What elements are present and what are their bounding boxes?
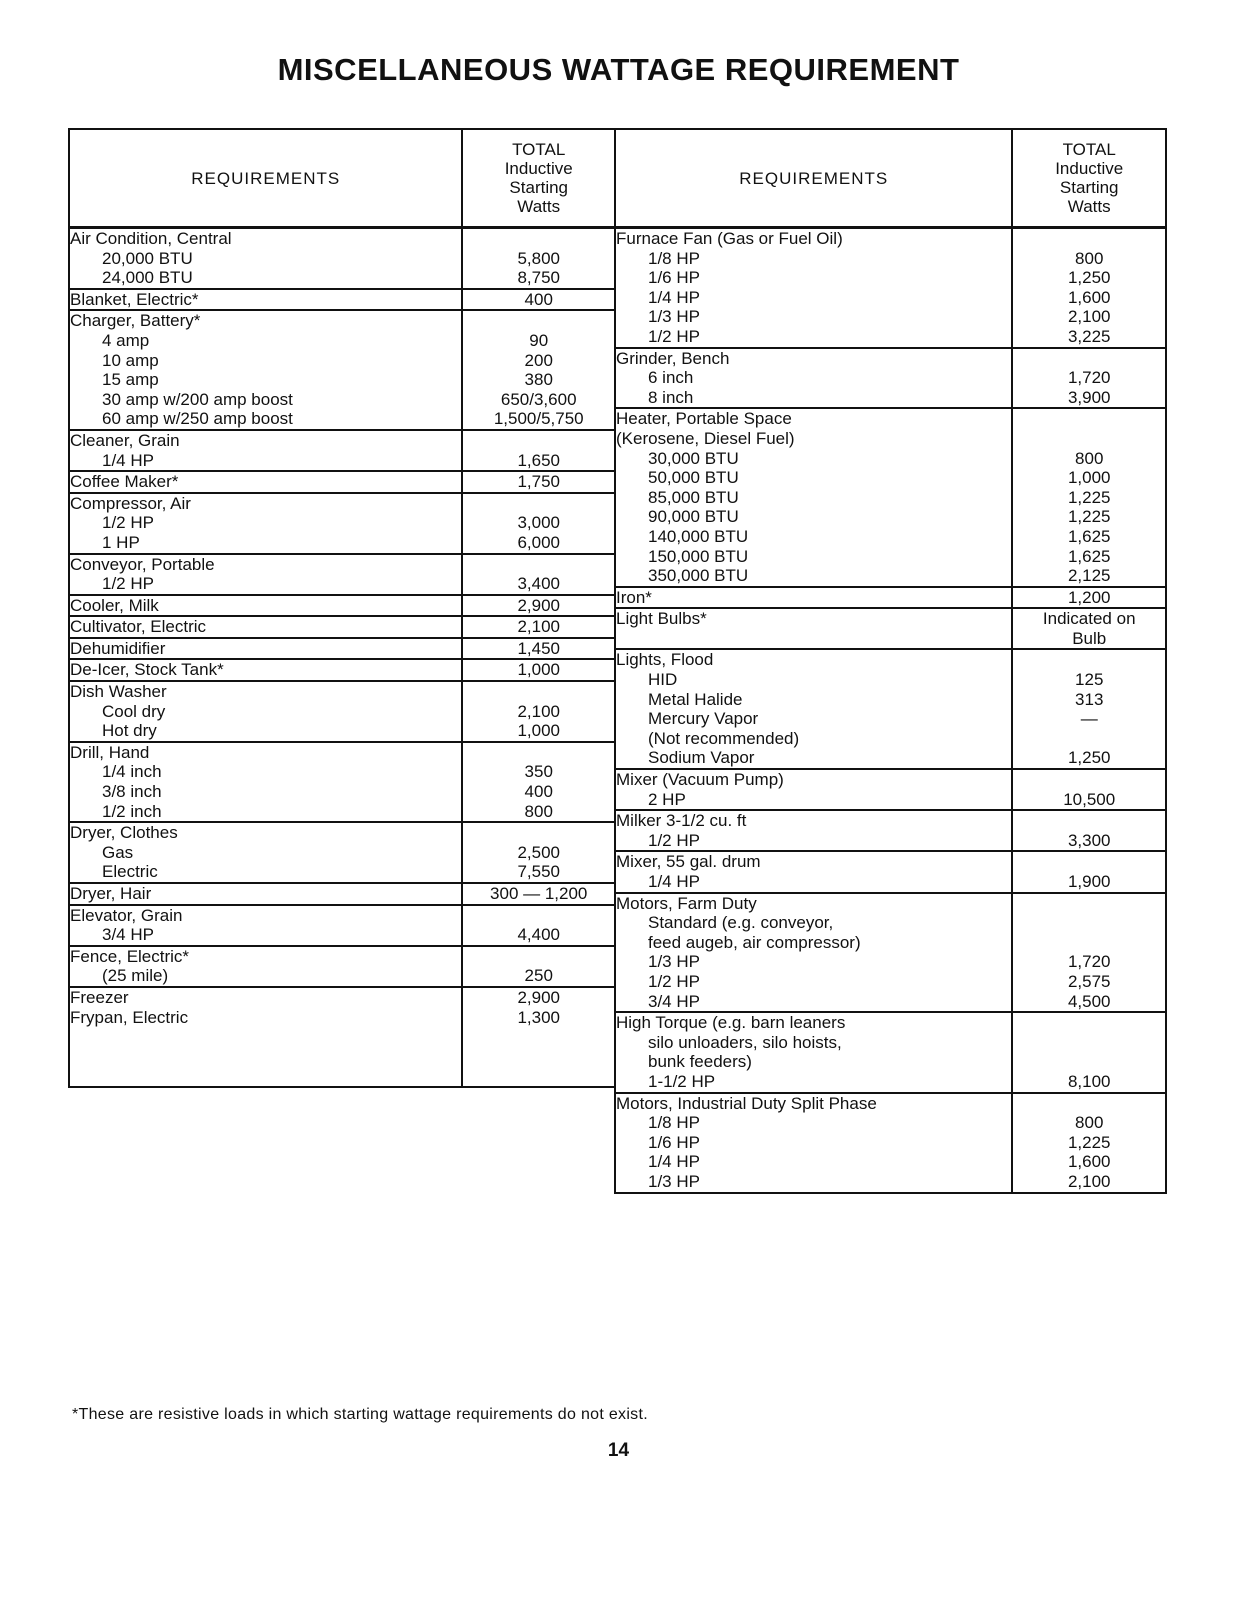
requirement-sublabel: 1/4 HP <box>648 1152 700 1172</box>
requirements-header: REQUIREMENTS <box>69 129 462 228</box>
page-number: 14 <box>607 1440 630 1461</box>
requirement-label: Iron* <box>616 587 652 607</box>
requirement-label: Freezer <box>70 987 129 1007</box>
requirement-cell <box>69 228 462 289</box>
requirement-cell <box>69 822 462 883</box>
watts-value <box>1013 229 1165 249</box>
requirement-sublabel: Hot dry <box>102 721 157 741</box>
requirement-cell <box>69 987 462 1087</box>
requirement-sublabel: 8 inch <box>648 387 694 407</box>
requirement-cell <box>615 228 1012 348</box>
watts-value: 8,100 <box>1067 1071 1111 1091</box>
requirement-sublabel: bunk feeders) <box>648 1052 752 1072</box>
requirement-sublabel: 6 inch <box>648 368 694 388</box>
watts-value <box>463 229 614 249</box>
table-row <box>615 649 1166 769</box>
requirement-sublabel: 1/6 HP <box>648 268 700 288</box>
watts-cell <box>462 310 615 430</box>
requirement-label: Blanket, Electric* <box>70 289 199 309</box>
requirement-sublabel: 10 amp <box>102 350 159 370</box>
watts-value: 800 <box>1075 1113 1104 1133</box>
requirement-sublabel: Frypan, Electric <box>70 1007 189 1027</box>
left-wattage-table <box>68 128 616 1088</box>
requirement-sublabel: 50,000 BTU <box>648 468 739 488</box>
watts-value: 800 <box>1075 448 1104 468</box>
table-row <box>615 608 1166 649</box>
requirements-header: REQUIREMENTS <box>615 129 1012 228</box>
watts-cell <box>1012 1093 1166 1193</box>
requirement-sublabel: 1/4 HP <box>648 287 700 307</box>
watts-value: 3,225 <box>1067 326 1111 346</box>
watts-cell <box>1012 228 1166 348</box>
requirement-sublabel: (Kerosene, Diesel Fuel) <box>616 428 795 448</box>
requirement-sublabel: silo unloaders, silo hoists, <box>648 1032 842 1052</box>
watts-cell <box>1012 348 1166 409</box>
watts-value <box>463 1047 614 1067</box>
watts-cell <box>462 905 615 946</box>
table-row <box>615 348 1166 409</box>
watts-value <box>463 555 614 575</box>
requirement-cell <box>69 638 462 660</box>
watts-value <box>1013 894 1165 914</box>
requirement-label: Air Condition, Central <box>70 229 232 248</box>
requirement-label: Fence, Electric* <box>70 946 190 966</box>
watts-cell <box>462 681 615 742</box>
requirement-cell <box>615 587 1012 609</box>
requirement-cell <box>69 659 462 681</box>
wattage-tables <box>68 128 1167 1194</box>
requirement-sublabel: Mercury Vapor <box>648 709 759 729</box>
requirement-cell <box>69 310 462 430</box>
requirement-sublabel: Standard (e.g. conveyor, <box>648 913 834 933</box>
requirement-sublabel: 60 amp w/250 amp boost <box>102 409 293 429</box>
watts-value <box>1013 770 1165 790</box>
watts-value: 125 <box>1075 670 1104 690</box>
watts-cell <box>1012 851 1166 892</box>
requirement-label: High Torque (e.g. barn leaners <box>616 1013 846 1033</box>
requirement-sublabel <box>616 629 1011 649</box>
requirement-sublabel: 1/2 HP <box>648 971 700 991</box>
watts-value: 1,000 <box>517 660 560 680</box>
watts-value: 3,400 <box>517 574 560 594</box>
requirement-sublabel: 1/4 HP <box>648 872 700 891</box>
watts-value: 1,600 <box>1067 1152 1111 1172</box>
requirement-sublabel: HID <box>648 670 678 690</box>
requirement-label: Grinder, Bench <box>616 348 730 368</box>
requirement-sublabel: 3/4 HP <box>648 991 700 1011</box>
watts-value: 1,720 <box>1067 952 1111 972</box>
watts-value: 1,225 <box>1067 507 1111 527</box>
watts-value <box>1013 1052 1165 1072</box>
table-row <box>69 742 615 822</box>
watts-cell <box>462 493 615 554</box>
watts-value <box>1013 1033 1165 1053</box>
requirement-cell <box>69 289 462 311</box>
requirement-label: Milker 3-1/2 cu. ft <box>616 811 747 831</box>
requirement-label: Dish Washer <box>70 682 167 702</box>
watts-cell <box>462 659 615 681</box>
watts-value: 1,650 <box>517 450 560 470</box>
requirement-cell <box>69 616 462 638</box>
table-row <box>615 1012 1166 1092</box>
table-row <box>615 810 1166 851</box>
table-row <box>69 681 615 742</box>
requirement-sublabel: 1/8 HP <box>648 1113 700 1133</box>
watts-header-line: Inductive <box>504 159 573 178</box>
watts-cell <box>462 742 615 822</box>
watts-value: 2,900 <box>517 987 560 1007</box>
watts-value: 1,250 <box>1067 748 1111 768</box>
table-row <box>615 587 1166 609</box>
requirement-sublabel: 1/2 inch <box>102 801 162 821</box>
requirement-cell <box>69 493 462 554</box>
requirement-label: Furnace Fan (Gas or Fuel Oil) <box>616 229 843 248</box>
requirement-sublabel: 15 amp <box>102 370 159 390</box>
watts-cell <box>1012 408 1166 586</box>
watts-value: 250 <box>524 966 553 986</box>
requirement-cell <box>615 810 1012 851</box>
watts-value: Indicated on <box>1042 609 1136 629</box>
requirement-sublabel: 30,000 BTU <box>648 448 739 468</box>
watts-value: 400 <box>524 782 553 802</box>
requirement-sublabel: 24,000 BTU <box>102 268 193 288</box>
requirement-cell <box>615 1093 1012 1193</box>
watts-value: 800 <box>1075 248 1104 268</box>
watts-value: 4,500 <box>1067 991 1111 1011</box>
watts-value <box>463 743 614 763</box>
table-row <box>69 659 615 681</box>
watts-header-line: Watts <box>517 197 561 216</box>
requirement-cell <box>69 554 462 595</box>
requirement-cell <box>69 742 462 822</box>
watts-header-line: Inductive <box>1055 159 1124 178</box>
requirement-label: Mixer, 55 gal. drum <box>616 852 761 872</box>
watts-value: 380 <box>524 370 553 390</box>
table-row <box>69 430 615 471</box>
requirement-sublabel: 350,000 BTU <box>648 566 749 586</box>
watts-value: 5,800 <box>517 248 560 268</box>
table-row <box>69 883 615 905</box>
watts-value: 300 — 1,200 <box>490 884 588 903</box>
table-row <box>615 893 1166 1013</box>
watts-cell <box>462 946 615 987</box>
requirement-label: Cooler, Milk <box>70 595 159 615</box>
table-row <box>69 310 615 430</box>
requirement-cell <box>69 681 462 742</box>
watts-value <box>1013 852 1165 872</box>
requirement-sublabel: Gas <box>102 842 134 862</box>
requirement-sublabel: 1/2 HP <box>648 830 700 850</box>
requirement-sublabel <box>70 1066 461 1086</box>
watts-value <box>1013 811 1165 831</box>
requirement-cell <box>615 1012 1012 1092</box>
watts-value <box>1013 349 1165 369</box>
requirement-sublabel: 30 amp w/200 amp boost <box>102 389 293 409</box>
table-header-row <box>69 129 615 228</box>
watts-value: 90 <box>529 330 549 350</box>
watts-value: Bulb <box>1072 628 1107 648</box>
requirement-cell <box>615 851 1012 892</box>
watts-value <box>463 494 614 514</box>
requirement-sublabel: 90,000 BTU <box>648 507 739 527</box>
watts-value: 3,000 <box>517 513 560 533</box>
table-row <box>69 946 615 987</box>
watts-value: 7,550 <box>517 862 560 882</box>
requirement-sublabel: 1 HP <box>102 532 140 552</box>
requirement-label: Cultivator, Electric <box>70 617 207 637</box>
watts-value: 650/3,600 <box>500 389 577 409</box>
requirement-sublabel: 4 amp <box>102 330 150 350</box>
watts-value: 4,400 <box>517 925 560 945</box>
watts-cell <box>1012 608 1166 649</box>
watts-cell <box>1012 769 1166 810</box>
watts-value: 10,500 <box>1063 789 1116 809</box>
watts-cell <box>462 289 615 311</box>
requirement-sublabel: Metal Halide <box>648 689 743 709</box>
requirement-label: Coffee Maker* <box>70 472 179 492</box>
watts-cell <box>462 638 615 660</box>
requirement-sublabel: 3/8 inch <box>102 782 162 802</box>
requirement-label: Charger, Battery* <box>70 311 201 331</box>
watts-header-line: TOTAL <box>1062 140 1116 159</box>
watts-value: 2,125 <box>1067 566 1111 586</box>
watts-value: 400 <box>524 289 553 309</box>
watts-value: 2,100 <box>1067 307 1111 327</box>
requirement-label: De-Icer, Stock Tank* <box>70 660 224 680</box>
requirement-cell <box>69 905 462 946</box>
requirement-cell <box>69 471 462 493</box>
requirement-sublabel: feed augeb, air compressor) <box>648 932 861 952</box>
requirement-label: Light Bulbs* <box>616 609 707 629</box>
requirement-sublabel: 150,000 BTU <box>648 546 749 566</box>
requirement-sublabel: 1/2 HP <box>648 326 700 346</box>
table-row <box>615 851 1166 892</box>
requirement-sublabel: 1/2 HP <box>102 574 154 594</box>
watts-value: 1,750 <box>517 472 560 492</box>
requirement-cell <box>69 595 462 617</box>
requirement-label: Motors, Farm Duty <box>616 893 757 913</box>
requirement-cell <box>615 893 1012 1013</box>
table-row <box>69 554 615 595</box>
watts-value: 1,900 <box>1067 872 1111 891</box>
requirement-cell <box>615 649 1012 769</box>
watts-cell <box>462 987 615 1087</box>
watts-value: 2,100 <box>517 701 560 721</box>
watts-header <box>462 129 615 228</box>
requirement-label: Mixer (Vacuum Pump) <box>616 770 784 790</box>
watts-value: 1,625 <box>1067 526 1111 546</box>
table-row <box>615 408 1166 586</box>
watts-value: 2,575 <box>1067 971 1111 991</box>
watts-value: 1,225 <box>1067 487 1111 507</box>
watts-value <box>1013 1013 1165 1033</box>
requirement-cell <box>615 408 1012 586</box>
watts-header-line: Starting <box>509 178 569 197</box>
requirement-label: Dehumidifier <box>70 638 166 658</box>
watts-value: 1,500/5,750 <box>493 409 584 429</box>
requirement-cell <box>615 348 1012 409</box>
watts-value: — <box>1080 709 1098 729</box>
requirement-sublabel: 1/3 HP <box>648 952 700 972</box>
watts-header-line: Starting <box>1059 178 1119 197</box>
watts-value: 1,200 <box>1067 587 1111 607</box>
watts-value: 1,000 <box>517 721 560 741</box>
requirement-cell <box>69 883 462 905</box>
requirement-label: Drill, Hand <box>70 742 150 762</box>
watts-header-line: TOTAL <box>512 140 566 159</box>
watts-value <box>463 823 614 843</box>
requirement-label: Cleaner, Grain <box>70 430 180 450</box>
table-row <box>69 595 615 617</box>
watts-value: 800 <box>524 801 553 821</box>
watts-cell <box>1012 649 1166 769</box>
page-title: MISCELLANEOUS WATTAGE REQUIREMENT <box>277 52 960 87</box>
table-row <box>69 905 615 946</box>
watts-cell <box>462 883 615 905</box>
watts-value: 1,720 <box>1067 368 1111 388</box>
watts-value: 350 <box>524 762 553 782</box>
watts-value <box>1013 429 1165 449</box>
requirement-sublabel: 1-1/2 HP <box>648 1071 716 1091</box>
table-row <box>69 471 615 493</box>
watts-value: 200 <box>524 350 553 370</box>
watts-header <box>1012 129 1166 228</box>
watts-value: 313 <box>1075 689 1104 709</box>
requirement-sublabel: 2 HP <box>648 789 686 809</box>
requirement-sublabel: 3/4 HP <box>102 925 154 945</box>
watts-value: 6,000 <box>517 532 560 552</box>
watts-cell <box>1012 810 1166 851</box>
requirement-cell <box>69 430 462 471</box>
watts-value: 2,500 <box>517 842 560 862</box>
watts-value: 1,625 <box>1067 546 1111 566</box>
watts-value: 1,300 <box>517 1007 560 1027</box>
right-wattage-table <box>614 128 1167 1194</box>
requirement-sublabel: 1/8 HP <box>648 248 700 268</box>
footnote: *These are resistive loads in which starting wattage requirements do not exist. <box>72 1406 648 1423</box>
watts-cell <box>462 595 615 617</box>
requirement-sublabel: 1/4 HP <box>102 450 154 470</box>
requirement-sublabel: Cool dry <box>102 701 166 721</box>
requirement-sublabel: 1/6 HP <box>648 1132 700 1152</box>
requirement-cell <box>69 946 462 987</box>
requirement-sublabel: 1/3 HP <box>648 307 700 327</box>
watts-cell <box>1012 1012 1166 1092</box>
watts-cell <box>462 616 615 638</box>
watts-value: 1,250 <box>1067 268 1111 288</box>
watts-cell <box>462 228 615 289</box>
table-row <box>69 987 615 1087</box>
requirement-label: Compressor, Air <box>70 493 191 513</box>
requirement-cell <box>615 608 1012 649</box>
table-row <box>69 493 615 554</box>
watts-value <box>463 682 614 702</box>
requirement-label: Motors, Industrial Duty Split Phase <box>616 1093 877 1113</box>
table-header-row <box>615 129 1166 228</box>
requirement-label: Elevator, Grain <box>70 905 183 925</box>
watts-value <box>463 947 614 967</box>
table-row <box>69 228 615 289</box>
watts-value: 8,750 <box>517 268 560 288</box>
requirement-sublabel: Electric <box>102 862 158 882</box>
watts-value: 2,100 <box>1067 1171 1111 1191</box>
requirement-sublabel: 1/3 HP <box>648 1171 700 1191</box>
watts-value <box>463 431 614 451</box>
requirement-sublabel: (Not recommended) <box>648 728 800 748</box>
watts-cell <box>462 471 615 493</box>
watts-value: 1,450 <box>517 638 560 658</box>
table-row <box>69 638 615 660</box>
requirement-sublabel <box>70 1027 461 1047</box>
table-row <box>69 289 615 311</box>
watts-cell <box>1012 893 1166 1013</box>
requirement-sublabel: Sodium Vapor <box>648 748 755 768</box>
watts-value <box>463 311 614 331</box>
requirement-label: Conveyor, Portable <box>70 554 215 574</box>
watts-value <box>1013 409 1165 429</box>
requirement-sublabel: (25 mile) <box>102 966 169 986</box>
requirement-label: Dryer, Hair <box>70 884 152 903</box>
watts-cell <box>462 554 615 595</box>
watts-value <box>1013 650 1165 670</box>
watts-value <box>1013 933 1165 953</box>
requirement-sublabel: 20,000 BTU <box>102 248 193 268</box>
table-row <box>69 822 615 883</box>
table-row <box>615 769 1166 810</box>
watts-value: 1,600 <box>1067 287 1111 307</box>
watts-value <box>1013 1094 1165 1114</box>
requirement-label: Dryer, Clothes <box>70 823 178 843</box>
table-row <box>69 616 615 638</box>
watts-value: 1,225 <box>1067 1132 1111 1152</box>
watts-value <box>463 1027 614 1047</box>
requirement-label: Lights, Flood <box>616 650 714 670</box>
table-row <box>615 1093 1166 1193</box>
watts-cell <box>1012 587 1166 609</box>
watts-value: 1,000 <box>1067 468 1111 488</box>
requirement-sublabel: 85,000 BTU <box>648 487 739 507</box>
watts-value: 2,900 <box>517 595 560 615</box>
watts-value <box>1013 913 1165 933</box>
requirement-sublabel <box>70 1047 461 1067</box>
watts-cell <box>462 430 615 471</box>
requirement-cell <box>615 769 1012 810</box>
watts-value: 3,900 <box>1067 387 1111 407</box>
watts-value <box>1013 729 1165 749</box>
watts-cell <box>462 822 615 883</box>
watts-value <box>463 906 614 926</box>
watts-value: 2,100 <box>517 617 560 637</box>
watts-value: 3,300 <box>1067 830 1111 850</box>
watts-header-line: Watts <box>1067 197 1111 216</box>
requirement-label: Heater, Portable Space <box>616 409 792 429</box>
table-row <box>615 228 1166 348</box>
requirement-sublabel: 140,000 BTU <box>648 526 749 546</box>
requirement-sublabel: 1/4 inch <box>102 762 162 782</box>
requirement-sublabel: 1/2 HP <box>102 513 154 533</box>
watts-value <box>463 1066 614 1086</box>
